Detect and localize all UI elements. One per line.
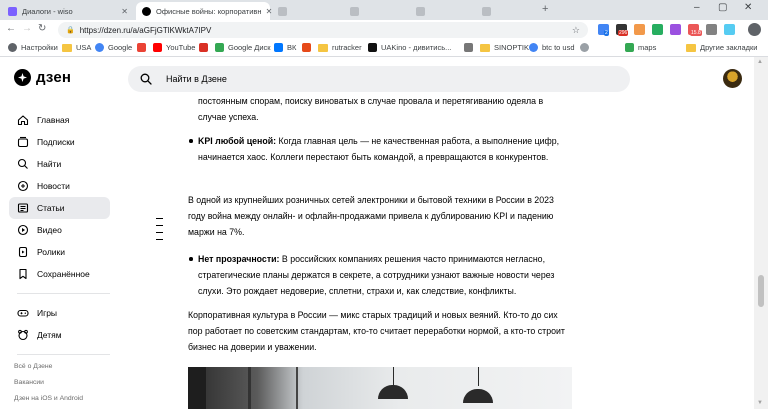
bookmark-label: ВК	[287, 43, 297, 52]
video-icon	[17, 224, 29, 236]
bookmark-unnamed-4[interactable]	[580, 43, 593, 52]
sidebar-item-label: Видео	[37, 225, 62, 235]
image-detail	[248, 367, 251, 409]
close-icon[interactable]: ✕	[121, 6, 128, 16]
sidebar	[0, 101, 120, 409]
browser-toolbar	[0, 20, 768, 40]
search-icon	[140, 73, 152, 85]
tab-5[interactable]	[410, 2, 474, 20]
sidebar-item-games[interactable]	[9, 302, 110, 324]
bookmark-uakino[interactable]	[368, 43, 451, 52]
games-icon	[17, 307, 29, 319]
bookmark-unnamed-3[interactable]	[464, 43, 477, 52]
sidebar-item-kids[interactable]	[9, 324, 110, 346]
folder-icon	[480, 44, 490, 52]
scroll-up-icon[interactable]: ▲	[757, 59, 763, 65]
sidebar-item-label: Подписки	[37, 137, 75, 147]
bookmark-rutracker[interactable]	[318, 43, 362, 52]
sidebar-item-video[interactable]	[9, 219, 110, 241]
tab-favicon-icon	[8, 7, 17, 16]
folder-icon	[318, 44, 328, 52]
back-icon[interactable]: ←	[6, 23, 16, 34]
bookmark-usa[interactable]	[62, 43, 91, 52]
article-bullet-transparency	[188, 251, 572, 299]
bookmark-icon	[302, 43, 311, 52]
bookmark-google-drive[interactable]	[215, 43, 271, 52]
image-detail	[378, 385, 408, 399]
settings-icon	[8, 43, 17, 52]
bullet-title: KPI любой ценой:	[198, 136, 277, 146]
tab-favicon-icon	[350, 7, 359, 16]
sidebar-item-label: Ролики	[37, 247, 66, 257]
bookmark-icon	[17, 268, 29, 280]
bookmark-unnamed-2[interactable]	[302, 43, 315, 52]
browser-tab-strip	[0, 0, 768, 20]
bullet-title: Нет прозрачности:	[198, 254, 280, 264]
sidebar-item-label: Игры	[37, 308, 58, 318]
scrollbar-thumb[interactable]	[758, 275, 764, 307]
footer-link-about[interactable]: Всё о Дзене	[14, 363, 53, 370]
new-tab-button[interactable]: +	[542, 3, 549, 15]
bookmark-label: Другие закладки	[700, 43, 758, 52]
bookmark-icon	[464, 43, 473, 52]
tab-title: Офисные войны: корпоративн	[156, 6, 262, 16]
search-input[interactable]	[128, 66, 630, 92]
tab-6[interactable]	[476, 2, 540, 20]
dzen-favicon-icon	[142, 7, 151, 16]
sidebar-item-home[interactable]	[9, 109, 110, 131]
extension-badge: 2	[605, 30, 608, 36]
articles-icon	[17, 202, 29, 214]
sidebar-item-news[interactable]	[9, 175, 110, 197]
sidebar-item-articles[interactable]	[9, 197, 110, 219]
extension-icon[interactable]	[634, 24, 645, 35]
page-scrollbar[interactable]	[754, 57, 768, 409]
gmail-icon	[199, 43, 208, 52]
bookmark-label: YouTube	[166, 43, 196, 52]
tab-article[interactable]	[136, 2, 273, 20]
profile-avatar[interactable]	[748, 23, 761, 36]
vk-icon	[274, 43, 283, 52]
google-icon	[95, 43, 104, 52]
image-detail	[478, 367, 479, 386]
sidebar-divider	[17, 293, 110, 294]
folder-icon	[686, 44, 696, 52]
close-window-icon[interactable]: ✕	[744, 2, 753, 13]
home-icon	[17, 114, 29, 126]
dzen-logo[interactable]	[14, 69, 71, 86]
bookmark-label: Настройки	[21, 43, 58, 52]
maps-icon	[625, 43, 634, 52]
bookmark-label: rutracker	[332, 43, 362, 52]
bookmark-youtube[interactable]	[153, 43, 195, 52]
sidebar-item-label: Сохранённое	[37, 269, 90, 279]
bookmark-gmail[interactable]	[199, 43, 212, 52]
tab-3[interactable]	[272, 2, 342, 20]
bookmark-btc[interactable]	[529, 43, 575, 52]
table-of-contents-icon[interactable]	[156, 218, 163, 246]
youtube-icon	[153, 43, 162, 52]
footer-link-jobs[interactable]: Вакансии	[14, 379, 44, 386]
minimize-icon[interactable]: –	[694, 2, 700, 13]
bookmark-label: USA	[76, 43, 92, 52]
image-detail	[463, 389, 493, 403]
sidebar-item-search[interactable]	[9, 153, 110, 175]
image-detail	[296, 367, 298, 409]
bookmark-label: maps	[638, 43, 657, 52]
address-bar[interactable]	[58, 22, 588, 38]
extension-icon[interactable]	[670, 24, 681, 35]
maximize-icon[interactable]: ▢	[718, 2, 728, 13]
bullet-text: Когда главная цель — не качественная работа, а выполнение цифр, начинается хаос. Коллеги перестают быть командой, а превращаются в конкурентов.	[198, 136, 560, 162]
tab-title: Диалоги - wiso	[22, 6, 73, 16]
bookmark-vk[interactable]	[274, 43, 296, 52]
sidebar-item-label: Новости	[37, 181, 70, 191]
bookmark-sinoptik[interactable]	[480, 43, 529, 52]
dzen-logo-text: дзен	[36, 69, 72, 86]
tab-favicon-icon	[416, 7, 425, 16]
kids-icon	[17, 329, 29, 341]
bookmark-label: btc to usd	[542, 43, 575, 52]
article-image	[188, 367, 572, 409]
image-detail	[393, 367, 394, 386]
scroll-down-icon[interactable]: ▼	[757, 400, 763, 406]
bookmark-label: UAKino - дивитись...	[381, 43, 452, 52]
bookmark-settings[interactable]	[8, 43, 58, 52]
sidebar-item-label: Статьи	[37, 203, 65, 213]
bullet-text: В российских компаниях решения часто принимаются негласно, стратегические планы держатся в секрете, а сотрудники узнают важные новости через слухи. Это рождает недоверие, сплетни, страхи и, как следствие, конфликты.	[198, 254, 555, 296]
star-icon[interactable]: ☆	[571, 24, 580, 35]
tab-favicon-icon	[278, 7, 287, 16]
close-icon[interactable]: ✕	[265, 6, 273, 16]
article-paragraph: постоянным спорам, поиску виноватых в случае провала и перетягиванию одеяла в случае успеха.	[198, 96, 544, 122]
sidebar-item-label: Детям	[37, 330, 62, 340]
tab-4[interactable]	[344, 2, 408, 20]
sidebar-divider	[17, 354, 110, 355]
article-bullet-kpi	[188, 133, 572, 165]
sidebar-item-saved[interactable]	[9, 263, 110, 285]
search-icon	[17, 158, 29, 170]
sidebar-item-label: Найти	[37, 159, 62, 169]
article-paragraph: В одной из крупнейших розничных сетей электроники и бытовой техники в России в 2023 году война между онлайн- и офлайн-продажами привела к дублированию KPI и падению маржи на 7%.	[188, 195, 554, 237]
uakino-icon	[368, 43, 377, 52]
forward-icon[interactable]: →	[22, 23, 32, 34]
article-paragraph: Корпоративная культура в России — микс старых традиций и новых веяний. Кто-то до сих пор работает по советским стандартам, кто-то считает переработки нормой, а кто-то строит бизнес на доверии и уважении.	[188, 310, 565, 352]
bookmark-label: Google	[108, 43, 133, 52]
url-text: https://dzen.ru/a/aGFjGTlKWktA7IPV	[79, 25, 212, 35]
extension-badge: 296	[619, 30, 628, 36]
folder-icon	[62, 44, 72, 52]
extension-badge: 15.8	[691, 30, 701, 36]
google-drive-icon	[215, 43, 224, 52]
tab-favicon-icon	[482, 7, 491, 16]
subscriptions-icon	[17, 136, 29, 148]
reload-icon[interactable]: ↻	[38, 23, 47, 34]
bookmark-label: SINOPTIK	[494, 43, 530, 52]
lock-icon: 🔒	[66, 27, 75, 34]
sidebar-item-subscriptions[interactable]	[9, 131, 110, 153]
globe-icon	[580, 43, 589, 52]
clips-icon	[17, 246, 29, 258]
sidebar-item-clips[interactable]	[9, 241, 110, 263]
extension-icon[interactable]	[652, 24, 663, 35]
google-icon	[529, 43, 538, 52]
extension-icon[interactable]	[724, 24, 735, 35]
bookmark-label: Google Диск	[228, 43, 271, 52]
extensions-puzzle-icon[interactable]	[706, 24, 717, 35]
bookmark-unnamed[interactable]	[137, 43, 150, 52]
bookmarks-bar	[0, 40, 768, 57]
other-bookmarks[interactable]	[686, 43, 757, 52]
user-avatar[interactable]	[723, 69, 742, 88]
dzen-logo-icon	[14, 69, 31, 86]
news-icon	[17, 180, 29, 192]
footer-link-apps[interactable]: Дзен на iOS и Android	[14, 395, 84, 402]
tab-dialogs[interactable]	[2, 2, 134, 20]
search-placeholder: Найти в Дзене	[166, 74, 227, 84]
image-detail	[188, 367, 206, 409]
sidebar-item-label: Главная	[37, 115, 70, 125]
bookmark-maps[interactable]	[625, 43, 656, 52]
bookmark-google[interactable]	[95, 43, 132, 52]
bookmark-icon	[137, 43, 146, 52]
